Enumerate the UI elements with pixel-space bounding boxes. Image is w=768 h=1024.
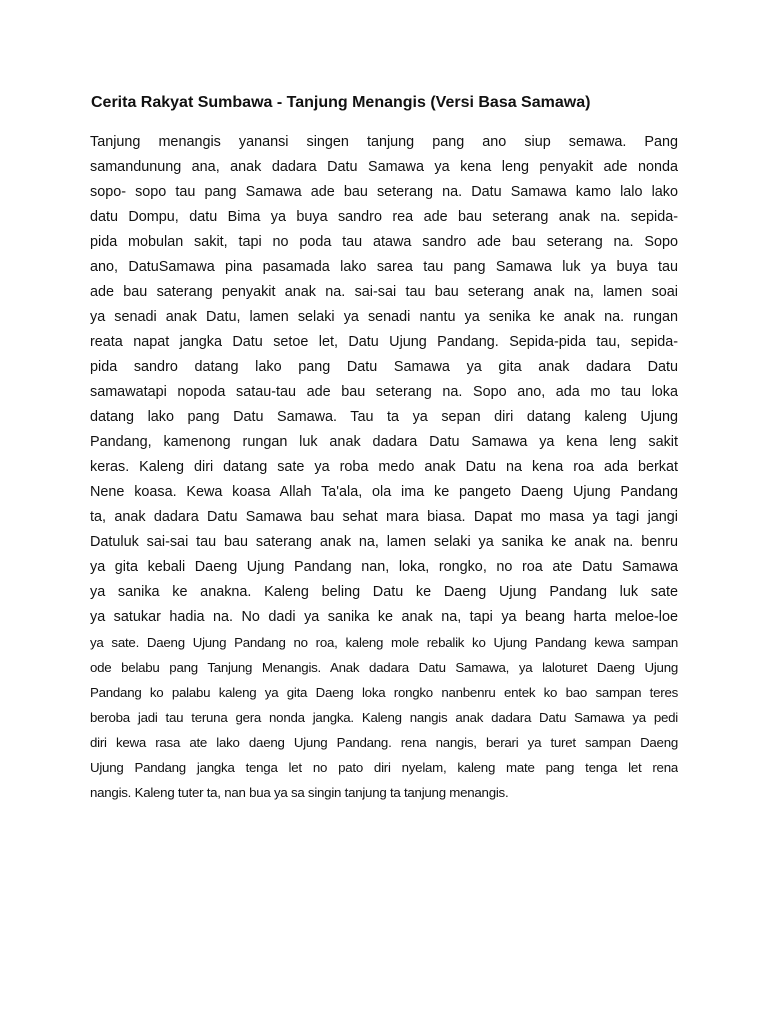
paragraph-line: ya gita kebali Daeng Ujung Pandang nan, loka, rongko, no roa ate Datu Samawa [90, 559, 678, 575]
paragraph-line: ya sate. Daeng Ujung Pandang no roa, kaleng mole rebalik ko Ujung Pandang kewa sampan [90, 635, 678, 650]
paragraph-line: Datuluk sai-sai tau bau saterang anak na, lamen selaki ya sanika ke anak na. benru [90, 534, 678, 550]
paragraph-line: diri kewa rasa ate lako daeng Ujung Pandang. rena nangis, berari ya turet sampan Daeng [90, 735, 678, 750]
paragraph-line: keras. Kaleng diri datang sate ya roba medo anak Datu na kena roa ada berkat [90, 459, 678, 475]
story-paragraph [90, 130, 678, 805]
paragraph-line: ano, DatuSamawa pina pasamada lako sarea tau pang Samawa luk ya buya tau [90, 259, 678, 275]
paragraph-line: datang lako pang Datu Samawa. Tau ta ya sepan diri datang kaleng Ujung [90, 409, 678, 425]
paragraph-line: samandunung ana, anak dadara Datu Samawa ya kena leng penyakit ade nonda [90, 159, 678, 175]
paragraph-line: pida sandro datang lako pang Datu Samawa ya gita anak dadara Datu [90, 359, 678, 375]
paragraph-line: beroba jadi tau teruna gera nonda jangka. Kaleng nangis anak dadara Datu Samawa ya pedi [90, 710, 678, 725]
paragraph-line: pida mobulan sakit, tapi no poda tau atawa sandro ade bau seterang na. Sopo [90, 234, 678, 250]
paragraph-line: Pandang ko palabu kaleng ya gita Daeng loka rongko nanbenru entek ko bao sampan teres [90, 685, 678, 700]
paragraph-line: reata napat jangka Datu setoe let, Datu Ujung Pandang. Sepida-pida tau, sepida- [90, 334, 678, 350]
paragraph-line: ya satukar hadia na. No dadi ya sanika ke anak na, tapi ya beang harta meloe-loe [90, 609, 678, 625]
paragraph-line: samawatapi nopoda satau-tau ade bau seterang na. Sopo ano, ada mo tau loka [90, 384, 678, 400]
document-title: Cerita Rakyat Sumbawa - Tanjung Menangis (Versi Basa Samawa) [91, 94, 591, 111]
paragraph-line: ya senadi anak Datu, lamen selaki ya senadi nantu ya senika ke anak na. rungan [90, 309, 678, 325]
paragraph-line: Pandang, kamenong rungan luk anak dadara Datu Samawa ya kena leng sakit [90, 434, 678, 450]
paragraph-line: Nene koasa. Kewa koasa Allah Ta'ala, ola ima ke pangeto Daeng Ujung Pandang [90, 484, 678, 500]
paragraph-line: Ujung Pandang jangka tenga let no pato diri nyelam, kaleng mate pang tenga let rena [90, 760, 678, 775]
paragraph-line: Tanjung menangis yanansi singen tanjung pang ano siup semawa. Pang [90, 134, 678, 150]
paragraph-line: ode belabu pang Tanjung Menangis. Anak dadara Datu Samawa, ya laloturet Daeng Ujung [90, 660, 678, 675]
paragraph-line: ta, anak dadara Datu Samawa bau sehat mara biasa. Dapat mo masa ya tagi jangi [90, 509, 678, 525]
paragraph-line: nangis. Kaleng tuter ta, nan bua ya sa singin tanjung ta tanjung menangis. [90, 785, 509, 800]
paragraph-line: ade bau saterang penyakit anak na. sai-sai tau bau seterang anak na, lamen soai [90, 284, 678, 300]
paragraph-line: datu Dompu, datu Bima ya buya sandro rea ade bau seterang anak na. sepida- [90, 209, 678, 225]
paragraph-line: sopo- sopo tau pang Samawa ade bau seterang na. Datu Samawa kamo lalo lako [90, 184, 678, 200]
paragraph-line: ya sanika ke anakna. Kaleng beling Datu ke Daeng Ujung Pandang luk sate [90, 584, 678, 600]
